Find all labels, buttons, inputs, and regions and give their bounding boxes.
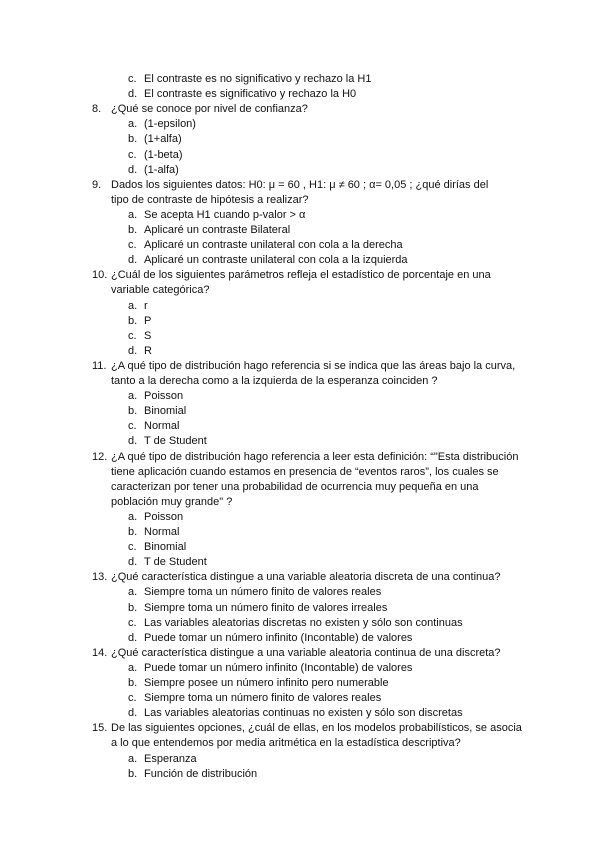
option-text: (1-beta)	[144, 148, 183, 161]
option-letter: c.	[128, 692, 137, 705]
question-text: tiene aplicación cuando estamos en presencia de “eventos raros”, los cuales se	[111, 465, 499, 478]
option-letter: c.	[128, 329, 137, 342]
option-letter: b.	[128, 133, 138, 146]
option-text: Las variables aleatorias discretas no existen y sólo son continuas	[144, 616, 463, 629]
option-text: Siempre toma un número finito de valores irreales	[144, 601, 388, 614]
option-text: Aplicaré un contraste unilateral con cola a la izquierda	[144, 254, 408, 267]
option-text: (1-alfa)	[144, 163, 179, 176]
option-text: Poisson	[144, 510, 184, 523]
option-letter: c.	[128, 148, 137, 161]
question-text: tanto a la derecha como a la izquierda de la esperanza coinciden ?	[111, 375, 438, 387]
question-text: caracterizan por tener una probabilidad de ocurrencia muy pequeña en una	[111, 480, 479, 493]
option-text: Función de distribución	[144, 767, 258, 780]
option-text: Siempre toma un número finito de valores reales	[144, 586, 382, 599]
option-letter: c.	[128, 239, 137, 252]
option-letter: a.	[128, 510, 138, 523]
option-text: Poisson	[144, 390, 184, 403]
option-letter: a.	[128, 586, 138, 599]
option-letter: b.	[128, 314, 138, 327]
option-text: (1-epsilon)	[144, 118, 196, 131]
option-text: r	[144, 299, 148, 312]
option-letter: c.	[128, 420, 137, 433]
question-text: Dados los siguientes datos: H0: μ = 60 , H1: μ ≠ 60 ; α= 0,05 ; ¿qué dirías del	[111, 178, 489, 191]
option-letter: b.	[128, 526, 138, 538]
option-text: T de Student	[144, 556, 207, 569]
question-text: tipo de contraste de hipótesis a realizar?	[111, 193, 309, 206]
option-letter: b.	[128, 601, 138, 614]
option-letter: b.	[128, 677, 138, 689]
option-text: Normal	[144, 526, 180, 538]
question-number: 12.	[92, 450, 108, 463]
option-text: R	[144, 344, 152, 357]
option-text: Siempre toma un número finito de valores reales	[144, 692, 382, 705]
question-number: 11.	[92, 359, 107, 372]
option-letter: a.	[128, 390, 138, 403]
option-letter: a.	[128, 752, 138, 765]
option-text: Las variables aleatorias continuas no existen y sólo son discretas	[144, 707, 463, 720]
option-text: Binomial	[144, 541, 187, 554]
option-text: El contraste es no significativo y rechazo la H1	[144, 73, 372, 85]
option-letter: c.	[128, 616, 137, 629]
option-letter: b.	[128, 224, 138, 236]
option-letter: c.	[128, 73, 137, 85]
option-text: El contraste es significativo y rechazo la H0	[144, 88, 357, 101]
question-text: ¿Qué característica distingue a una variable aleatoria discreta de una continua?	[111, 571, 501, 584]
option-letter: d.	[128, 254, 138, 267]
question-number: 14.	[92, 646, 108, 659]
question-text: variable categórica?	[111, 284, 210, 297]
question-text: población muy grande" ?	[111, 495, 233, 508]
question-text: ¿A qué tipo de distribución hago referencia a leer esta definición: “"Esta distribución	[111, 450, 519, 463]
option-text: T de Student	[144, 435, 207, 448]
question-text: ¿A qué tipo de distribución hago referencia si se indica que las áreas bajo la curva,	[111, 359, 516, 372]
option-letter: d.	[128, 556, 138, 569]
option-text: (1+alfa)	[144, 133, 182, 146]
option-text: P	[144, 314, 152, 327]
option-letter: d.	[128, 344, 138, 357]
option-letter: c.	[128, 541, 137, 554]
question-number: 9.	[92, 178, 102, 191]
option-letter: d.	[128, 163, 138, 176]
question-number: 8.	[92, 103, 102, 116]
option-text: Binomial	[144, 405, 187, 418]
option-text: Siempre posee un número infinito pero numerable	[144, 677, 389, 689]
option-letter: d.	[128, 435, 138, 448]
question-number: 15.	[92, 722, 108, 735]
question-text: ¿Qué se conoce por nivel de confianza?	[111, 103, 308, 116]
question-text: ¿Qué característica distingue a una variable aleatoria continua de una discreta?	[111, 646, 501, 659]
option-letter: a.	[128, 208, 138, 221]
option-text: Se acepta H1 cuando p-valor > α	[144, 208, 306, 221]
option-letter: a.	[128, 661, 138, 674]
option-letter: d.	[128, 707, 138, 720]
option-letter: d.	[128, 88, 138, 101]
option-letter: b.	[128, 767, 138, 780]
option-letter: d.	[128, 631, 138, 644]
option-text: Aplicaré un contraste unilateral con cola a la derecha	[144, 239, 403, 252]
question-text: a lo que entendemos por media aritmética en la estadística descriptiva?	[111, 737, 461, 750]
option-text: Esperanza	[144, 752, 197, 765]
option-letter: b.	[128, 405, 138, 418]
option-text: Puede tomar un número infinito (Incontable) de valores	[144, 661, 413, 674]
option-letter: a.	[128, 299, 138, 312]
question-text: ¿Cuál de los siguientes parámetros refleja el estadístico de porcentaje en una	[111, 269, 491, 282]
question-text: De las siguientes opciones, ¿cuál de ellas, en los modelos probabilísticos, se asocia	[111, 722, 522, 735]
option-text: Aplicaré un contraste Bilateral	[144, 224, 291, 236]
question-number: 13.	[92, 571, 108, 584]
option-text: Puede tomar un número infinito (Incontable) de valores	[144, 631, 413, 644]
option-text: Normal	[144, 420, 180, 433]
option-text: S	[144, 329, 152, 342]
question-number: 10.	[92, 269, 108, 282]
option-letter: a.	[128, 118, 138, 131]
